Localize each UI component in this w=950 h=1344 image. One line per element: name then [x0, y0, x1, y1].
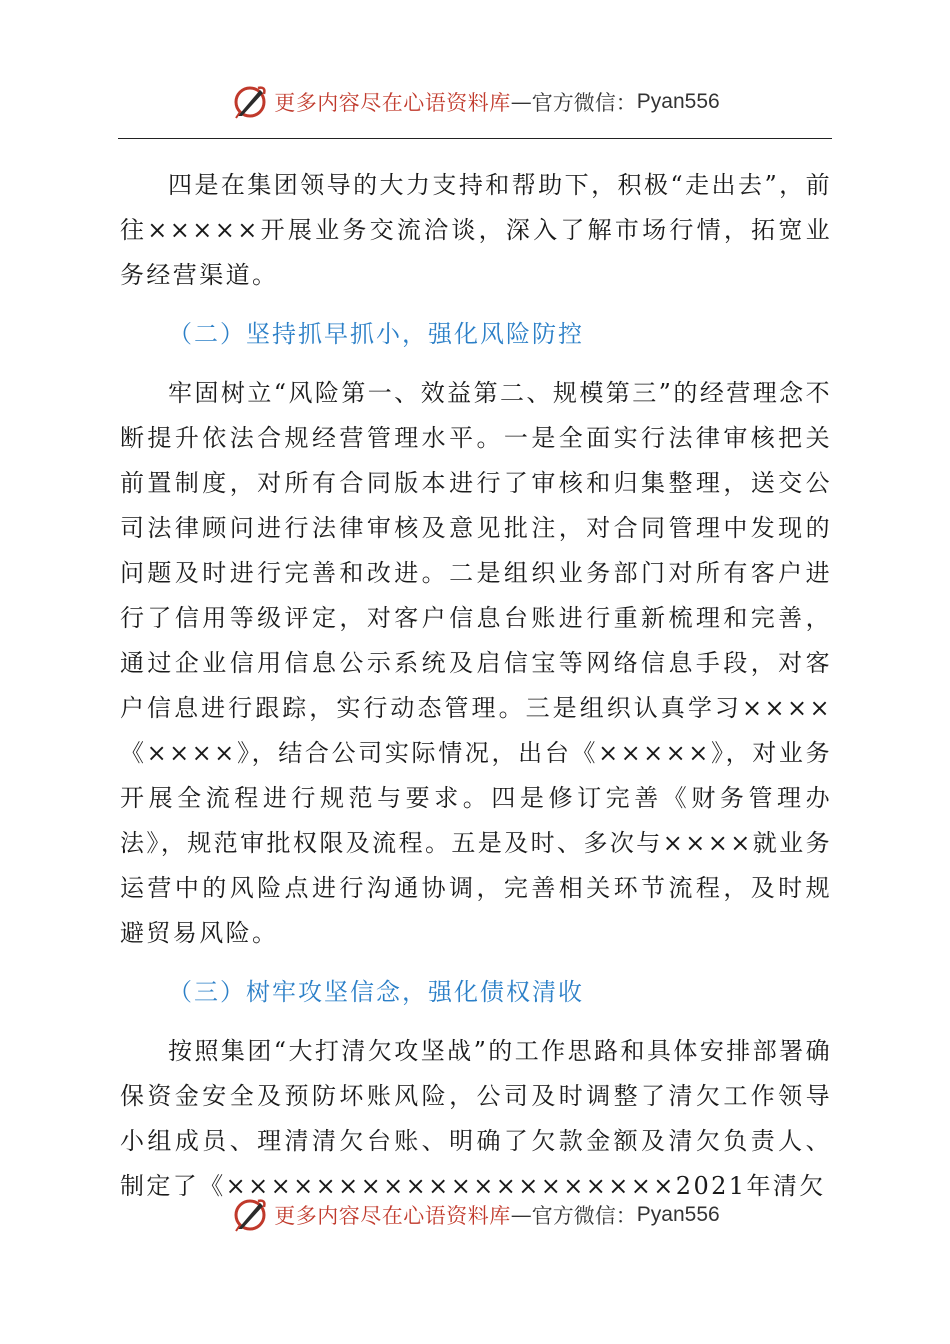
document-body	[120, 163, 832, 1209]
wechat-id: Pyan556	[636, 1203, 720, 1226]
quill-logo-icon	[230, 82, 270, 122]
section-heading: （二）坚持抓早抓小，强化风险防控	[168, 320, 584, 348]
quill-logo-icon	[230, 1195, 270, 1235]
wechat-id: Pyan556	[636, 90, 720, 113]
paragraph: 四是在集团领导的大力支持和帮助下，积极“走出去”，前往×××××开展业务交流洽谈，深入了解市场行情，拓宽业务经营渠道。	[120, 171, 832, 289]
separator: —	[510, 90, 532, 114]
header-banner	[0, 80, 950, 124]
section-heading: （三）树牢攻坚信念，强化债权清收	[168, 978, 584, 1006]
brand-text: 更多内容尽在心语资料库	[274, 91, 511, 115]
separator: —	[510, 1203, 532, 1227]
header-divider	[118, 138, 832, 139]
paragraph: 牢固树立“风险第一、效益第二、规模第三”的经营理念不断提升依法合规经营管理水平。一是全面实行法律审核把关前置制度，对所有合同版本进行了审核和归集整理，送交公司法律顾问进行法律审核及意见批注，对合同管理中发现的问题及时进行完善和改进。二是组织业务部门对所有客户进行了信用等级评定，对客户信息台账进行重新梳理和完善，通过企业信用信息公示系统及启信宝等网络信息手段，对客户信息进行跟踪，实行动态管理。三是组织认真学习××××《××××》，结合公司实际情况，出台《×××××》，对业务开展全流程进行规范与要求。四是修订完善《财务管理办法》，规范审批权限及流程。五是及时、多次与××××就业务运营中的风险点进行沟通协调，完善相关环节流程，及时规避贸易风险。	[120, 379, 832, 947]
footer-banner	[0, 1193, 950, 1237]
paragraph: 按照集团“大打清欠攻坚战”的工作思路和具体安排部署确保资金安全及预防坏账风险，公司及时调整了清欠工作领导小组成员、理清清欠台账、明确了欠款金额及清欠负责人、制定了《××××××××××××××××××××2021年清欠	[120, 1037, 832, 1200]
channel-label: 官方微信：	[531, 91, 637, 115]
channel-label: 官方微信：	[531, 1204, 637, 1228]
brand-text: 更多内容尽在心语资料库	[274, 1204, 511, 1228]
